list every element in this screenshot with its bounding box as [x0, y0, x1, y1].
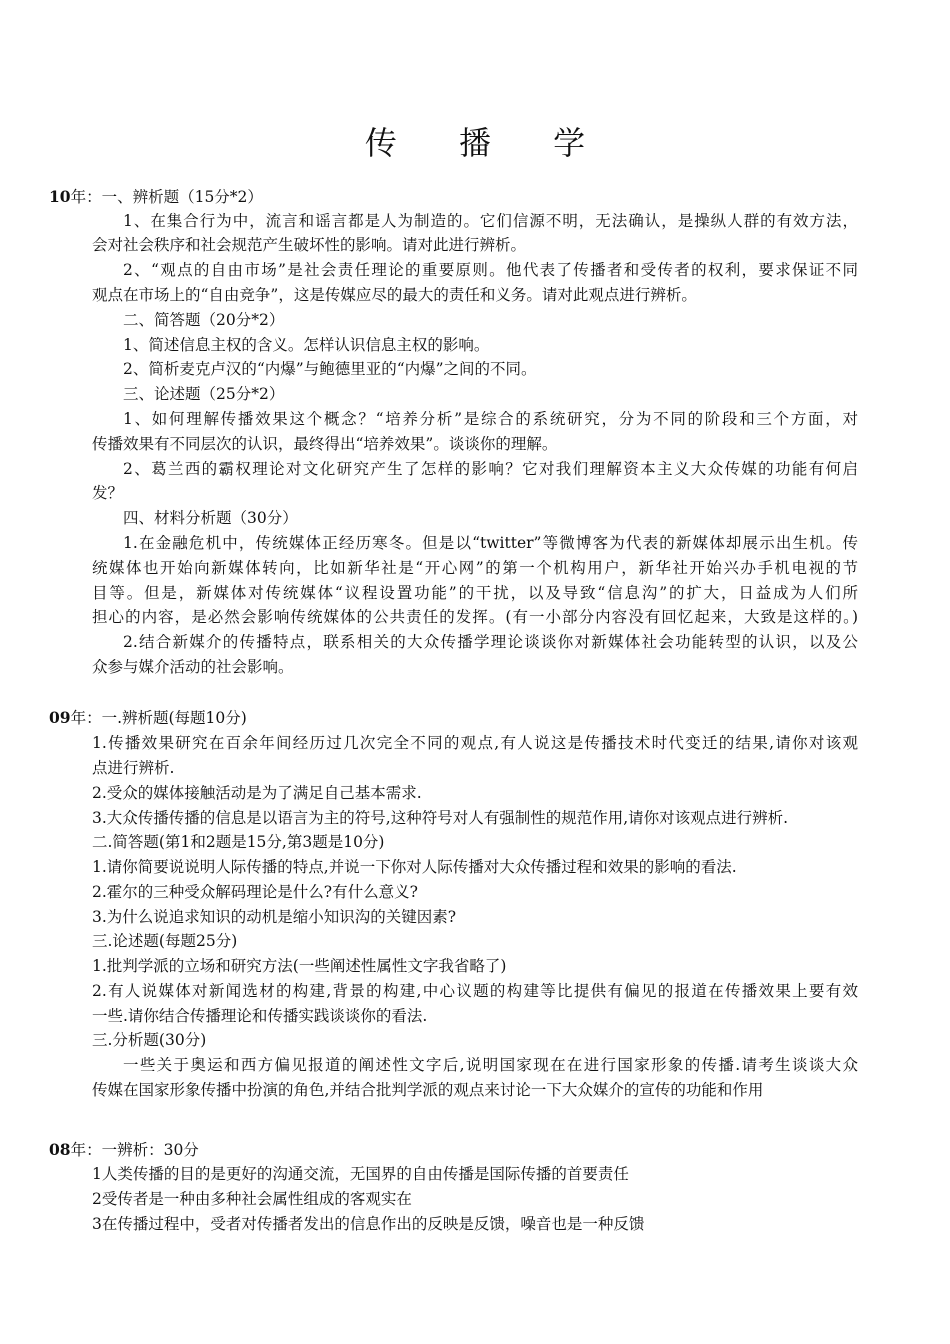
section-heading-text: 年：一.辨析题(每题10分)	[70, 709, 247, 727]
paragraph-line: 1、如何理解传播效果这个概念？“培养分析”是综合的系统研究，分为不同的阶段和三个方面，对	[123, 410, 858, 428]
paragraph-line: 2、“观点的自由市场”是社会责任理论的重要原则。他代表了传播者和受传者的权利，要求保证不同	[123, 261, 858, 279]
year-label: 08	[49, 1140, 71, 1159]
paragraph-line: 发？	[92, 484, 124, 502]
paragraph-line: 1、简述信息主权的含义。怎样认识信息主权的影响。	[123, 336, 490, 354]
paragraph-line: 点进行辨析.	[92, 759, 175, 777]
paragraph-line: 2、葛兰西的霸权理论对文化研究产生了怎样的影响？它对我们理解资本主义大众传媒的功能有何启	[123, 460, 858, 478]
paragraph-line: 众参与媒介活动的社会影响。	[92, 658, 294, 676]
paragraph-line: 一些关于奥运和西方偏见报道的阐述性文字后,说明国家现在在进行国家形象的传播.请考生谈谈大众	[123, 1056, 858, 1074]
paragraph-line: 传播效果有不同层次的认识，最终得出“培养效果”。谈谈你的理解。	[92, 435, 558, 453]
paragraph-line: 会对社会秩序和社会规范产生破坏性的影响。请对此进行辨析。	[92, 236, 527, 254]
paragraph-line: 2.受众的媒体接触活动是为了满足自己基本需求.	[92, 784, 422, 802]
paragraph-line: 2.有人说媒体对新闻选材的构建,背景的构建,中心议题的构建等比提供有偏见的报道在传播效果上要有效	[92, 982, 858, 1000]
paragraph-line: 一些.请你结合传播理论和传播实践谈谈你的看法.	[92, 1007, 428, 1025]
subheading: 二、简答题（20分*2）	[123, 311, 285, 329]
subheading: 四、材料分析题（30分）	[123, 509, 298, 527]
paragraph-line: 3.大众传播传播的信息是以语言为主的符号,这种符号对人有强制性的规范作用,请你对该观点进行辨析.	[92, 809, 789, 827]
year-label: 10	[49, 187, 71, 206]
paragraph-line: 3.为什么说追求知识的动机是缩小知识沟的关键因素?	[92, 908, 457, 926]
paragraph-line: 1.在金融危机中，传统媒体正经历寒冬。但是以“twitter”等微博客为代表的新媒体却展示出生机。传	[123, 534, 858, 552]
paragraph-line: 2受传者是一种由多种社会属性组成的客观实在	[92, 1190, 412, 1208]
subheading: 三、论述题（25分*2）	[123, 385, 285, 403]
section-heading-2010	[49, 186, 263, 208]
paragraph-line: 3在传播过程中，受者对传播者发出的信息作出的反映是反馈，噪音也是一种反馈	[92, 1215, 645, 1233]
paragraph-line: 1、在集合行为中，流言和谣言都是人为制造的。它们信源不明，无法确认，是操纵人群的有效方法，	[123, 212, 858, 230]
paragraph-line: 2.结合新媒介的传播特点，联系相关的大众传播学理论谈谈你对新媒体社会功能转型的认识，以及公	[123, 633, 858, 651]
subheading: 三.分析题(30分)	[92, 1031, 207, 1049]
subheading: 三.论述题(每题25分)	[92, 932, 238, 950]
paragraph-line: 1.请你简要说说明人际传播的特点,并说一下你对人际传播对大众传播过程和效果的影响的看法.	[92, 858, 737, 876]
section-heading-text: 年：一、辨析题（15分*2）	[70, 188, 263, 206]
paragraph-line: 统媒体也开始向新媒体转向，比如新华社是“开心网”的第一个机构用户，新华社开始兴办手机电视的节	[92, 559, 858, 577]
paragraph-line: 1.批判学派的立场和研究方法(一些阐述性属性文字我省略了)	[92, 957, 507, 975]
section-heading-2008	[49, 1139, 199, 1161]
paragraph-line: 2.霍尔的三种受众解码理论是什么?有什么意义?	[92, 883, 418, 901]
section-heading-2009	[49, 707, 247, 729]
paragraph-line: 2、简析麦克卢汉的“内爆”与鲍德里亚的“内爆”之间的不同。	[123, 360, 537, 378]
page-title: 传 播 学	[364, 124, 612, 162]
paragraph-line: 目等。但是，新媒体对传统媒体“议程设置功能”的干扰，以及导致“信息沟”的扩大，日益成为人们所	[92, 584, 858, 602]
paragraph-line: 担心的内容，是必然会影响传统媒体的公共责任的发挥。(有一小部分内容没有回忆起来，大致是这样的。)	[92, 608, 858, 626]
paragraph-line: 1人类传播的目的是更好的沟通交流，无国界的自由传播是国际传播的首要责任	[92, 1165, 629, 1183]
subheading: 二.简答题(第1和2题是15分,第3题是10分)	[92, 833, 385, 851]
section-heading-text: 年：一辨析：30分	[70, 1141, 199, 1159]
paragraph-line: 1.传播效果研究在百余年间经历过几次完全不同的观点,有人说这是传播技术时代变迁的结果,请你对该观	[92, 734, 858, 752]
paragraph-line: 传媒在国家形象传播中扮演的角色,并结合批判学派的观点来讨论一下大众媒介的宣传的功能和作用	[92, 1081, 764, 1099]
paragraph-line: 观点在市场上的“自由竞争”，这是传媒应尽的最大的责任和义务。请对此观点进行辨析。	[92, 286, 697, 304]
year-label: 09	[49, 708, 71, 727]
